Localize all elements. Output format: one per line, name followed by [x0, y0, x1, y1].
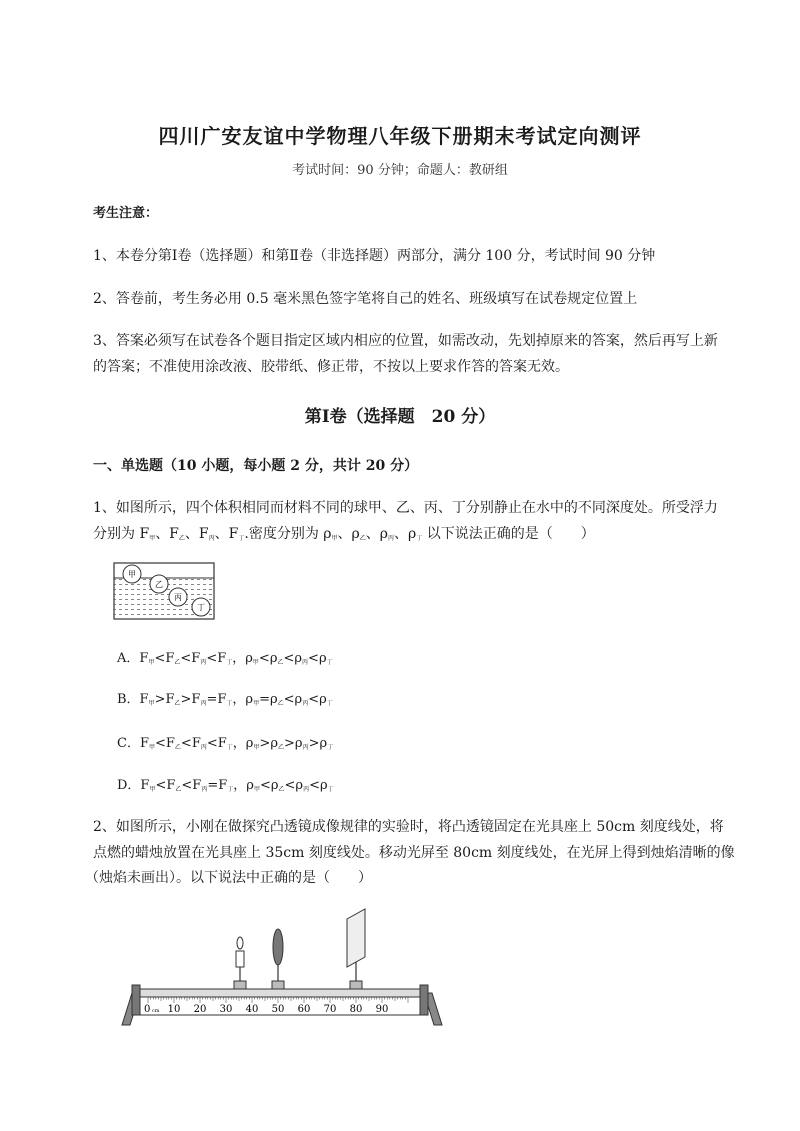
scale-label-60: 60: [297, 1004, 311, 1015]
part-title: 一、单选题（10 小题，每小题 2 分，共计 20 分）: [93, 458, 419, 474]
text-run: <ρ: [284, 778, 304, 793]
subscript: 丙: [303, 786, 310, 793]
text-run: <F: [180, 651, 201, 666]
scale-label-20: 20: [193, 1004, 207, 1015]
subscript: 丁: [227, 786, 234, 793]
subscript: 丁: [226, 659, 233, 666]
scale-label-80: 80: [349, 1004, 363, 1015]
text-run: >ρ: [308, 736, 328, 751]
candle: [234, 937, 246, 989]
subscript: 丁: [327, 786, 334, 793]
notice-item: 3、答案必须写在试卷各个题目指定区域内相应的位置，如需改动，先划掉原来的答案，然后再写上新: [93, 333, 718, 349]
subscript: 乙: [174, 659, 181, 666]
q2-stem-line: （烛焰未画出）。以下说法中正确的是（ ）: [85, 870, 372, 886]
scale-label-0: 0: [144, 1004, 151, 1015]
notice-item: 1、本卷分第Ⅰ卷（选择题）和第Ⅱ卷（非选择题）两部分，满分 100 分，考试时间 90 分钟: [93, 248, 656, 264]
light-screen: [347, 909, 365, 989]
text-run: <ρ: [308, 692, 327, 707]
text-run: D．F: [117, 778, 150, 793]
notice-heading: 考生注意：: [93, 206, 159, 221]
subscript: 丙: [200, 700, 207, 707]
text-run: <ρ: [308, 651, 327, 666]
text-run: <F: [154, 736, 175, 751]
text-run: ，ρ: [232, 651, 253, 666]
text-run: >F: [154, 692, 175, 707]
subscript: 乙: [178, 535, 185, 542]
subscript: 乙: [277, 700, 284, 707]
subscript: 甲: [252, 659, 259, 666]
text-run: =ρ: [259, 692, 278, 707]
subscript: 甲: [331, 535, 338, 542]
text-run: 、F: [184, 526, 209, 542]
subscript: 丙: [201, 786, 208, 793]
text-run: 、F: [155, 526, 179, 542]
q1-figure-water-tank: [113, 562, 215, 620]
subscript: 甲: [253, 786, 260, 793]
text-run: 以下说法正确的是（ ）: [422, 526, 595, 542]
q1-option-a[interactable]: [117, 647, 333, 666]
ball-label: 乙: [155, 580, 163, 589]
q1-stem-line2: [93, 523, 595, 543]
text-run: >ρ: [284, 736, 303, 751]
text-run: ，ρ: [232, 692, 254, 707]
text-run: C．F: [117, 736, 149, 751]
subscript: 甲: [149, 535, 156, 542]
scale-label-40: 40: [245, 1004, 259, 1015]
subscript: 丙: [208, 535, 215, 542]
subscript: 丙: [302, 744, 309, 751]
subscript: 甲: [148, 744, 155, 751]
subscript: 乙: [175, 786, 182, 793]
subscript: 丁: [416, 535, 423, 542]
scale-label-10: 10: [167, 1004, 181, 1015]
subscript: 甲: [253, 744, 260, 751]
subscript: 丁: [238, 535, 245, 542]
subscript: 丙: [302, 659, 309, 666]
ball-jia: [123, 565, 141, 583]
scale-label-30: 30: [219, 1004, 233, 1015]
subscript: 乙: [277, 659, 284, 666]
subscript: 丁: [326, 700, 333, 707]
subscript: 甲: [253, 700, 260, 707]
text-run: 、ρ: [337, 526, 360, 542]
notice-item: 2、答卷前，考生务必用 0.5 毫米黑色签字笔将自己的姓名、班级填写在试卷规定位置上: [93, 291, 638, 307]
text-run: <F: [206, 736, 227, 751]
text-run: <F: [154, 651, 175, 666]
ball-ding: [192, 598, 210, 616]
subscript: 丁: [226, 700, 233, 707]
text-run: <F: [181, 778, 202, 793]
subscript: 丙: [302, 700, 309, 707]
text-run: <ρ: [259, 778, 279, 793]
subscript: 甲: [148, 659, 155, 666]
bench-rail: [140, 989, 420, 997]
text-run: 、F: [214, 526, 239, 542]
scale-label-90: 90: [375, 1004, 389, 1015]
scale-label-50: 50: [271, 1004, 285, 1015]
scale-label-70: 70: [323, 1004, 337, 1015]
text-run: <ρ: [309, 778, 328, 793]
text-run: <F: [206, 651, 227, 666]
bench-right-post: [420, 985, 428, 1015]
text-run: <F: [180, 736, 201, 751]
q2-stem-line: 点燃的蜡烛放置在光具座上 35cm 刻度线处。移动光屏至 80cm 刻度线处，在光屏上得到烛焰清晰的像: [93, 845, 735, 861]
ball-bing: [169, 588, 187, 606]
q1-option-b[interactable]: [117, 688, 333, 707]
subscript: 丁: [226, 744, 233, 751]
subscript: 丙: [200, 744, 207, 751]
convex-lens: [272, 929, 284, 989]
subscript: 丁: [327, 744, 334, 751]
subscript: 乙: [174, 744, 181, 751]
notice-item: 的答案；不准使用涂改液、胶带纸、修正带，不按以上要求作答的答案无效。: [93, 359, 569, 375]
text-run: 分别为 F: [93, 526, 150, 542]
text-run: <ρ: [283, 692, 303, 707]
subscript: 丙: [388, 535, 395, 542]
text-run: ，ρ: [233, 778, 254, 793]
subscript: 丁: [326, 659, 333, 666]
exam-info: 考试时间：90 分钟；命题人：教研组: [292, 163, 508, 178]
text-run: B．F: [117, 692, 149, 707]
text-run: ，ρ: [232, 736, 254, 751]
text-run: 、ρ: [394, 526, 417, 542]
subscript: 乙: [359, 535, 366, 542]
q1-option-c[interactable]: [117, 732, 333, 751]
section-title: 第Ⅰ卷（选择题 20 分）: [304, 407, 496, 427]
text-run: A．F: [117, 651, 149, 666]
text-run: <ρ: [258, 651, 278, 666]
subscript: 乙: [174, 700, 181, 707]
text-run: <ρ: [283, 651, 303, 666]
subscript: 乙: [278, 744, 285, 751]
ball-yi: [150, 575, 168, 593]
subscript: 乙: [278, 786, 285, 793]
ball-label: 甲: [128, 570, 136, 579]
q1-option-d[interactable]: [117, 774, 334, 793]
bench-left-post: [132, 985, 140, 1015]
subscript: 甲: [149, 786, 156, 793]
scale-unit-cm: cm: [152, 1008, 160, 1014]
text-run: <F: [155, 778, 176, 793]
q1-stem-line1: 1、如图所示，四个体积相同而材料不同的球甲、乙、丙、丁分别静止在水中的不同深度处。所受浮力: [93, 500, 718, 516]
page-title: 四川广安友谊中学物理八年级下册期末考试定向测评: [158, 124, 642, 148]
subscript: 丙: [200, 659, 207, 666]
text-run: >F: [180, 692, 201, 707]
ball-label: 丙: [174, 593, 182, 602]
q2-figure-optical-bench: [118, 905, 446, 1030]
text-run: =F: [207, 778, 228, 793]
text-run: 、ρ: [365, 526, 389, 542]
q2-stem-line: 2、如图所示，小刚在做探究凸透镜成像规律的实验时，将凸透镜固定在光具座上 50cm 刻度线处，将: [93, 819, 724, 835]
text-run: =F: [206, 692, 227, 707]
text-run: .密度分别为 ρ: [244, 526, 332, 542]
subscript: 甲: [148, 700, 155, 707]
text-run: >ρ: [259, 736, 279, 751]
ball-label: 丁: [197, 603, 205, 612]
